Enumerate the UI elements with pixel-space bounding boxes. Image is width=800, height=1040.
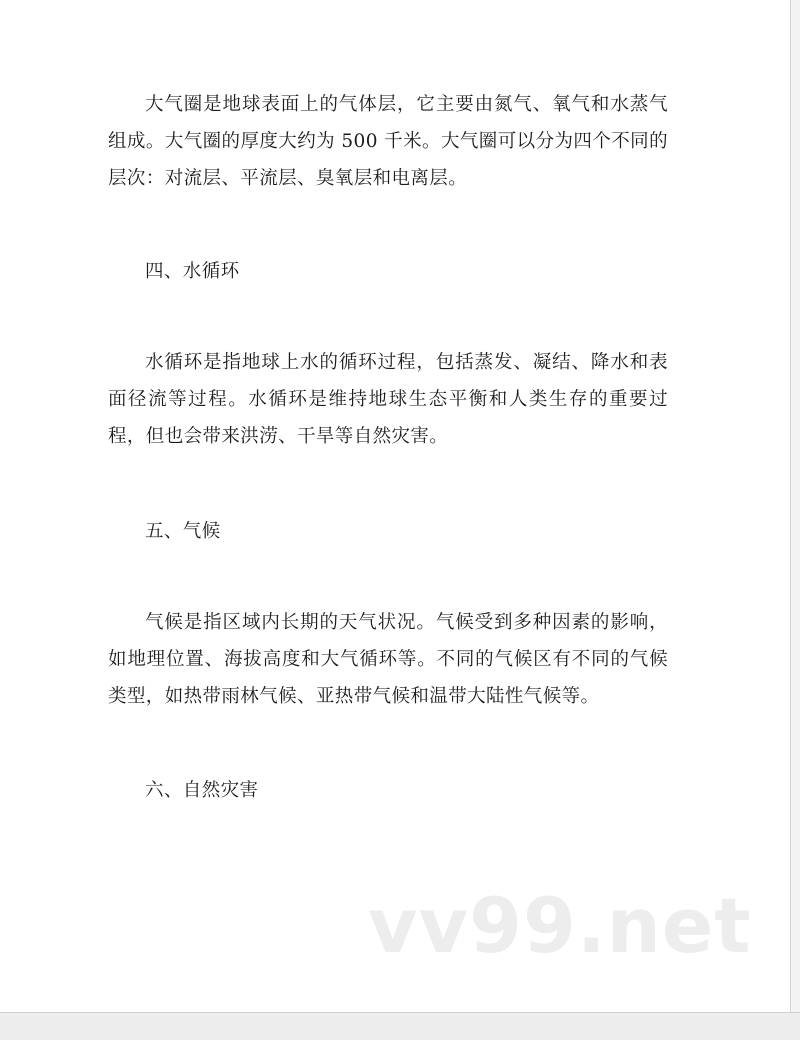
heading-section-6 bbox=[108, 772, 668, 809]
heading-section-5 bbox=[108, 513, 668, 550]
paragraph-atmosphere-text: 大气圈是地球表面上的气体层，它主要由氮气、氧气和水蒸气组成。大气圈的厚度大约为 500 千米。大气圈可以分为四个不同的层次：对流层、平流层、臭氧层和电离层。 bbox=[108, 94, 668, 189]
paragraph-climate bbox=[108, 604, 668, 715]
heading-section-4 bbox=[108, 253, 668, 290]
heading-climate: 五、气候 bbox=[145, 521, 221, 542]
heading-water-cycle: 四、水循环 bbox=[145, 261, 240, 282]
page-bottom-strip bbox=[0, 1012, 800, 1040]
watermark: vv99.net bbox=[368, 881, 752, 970]
heading-natural-disasters: 六、自然灾害 bbox=[145, 780, 259, 801]
page-right-edge bbox=[790, 0, 800, 1039]
paragraph-atmosphere bbox=[108, 86, 668, 197]
paragraph-water-cycle-text: 水循环是指地球上水的循环过程，包括蒸发、凝结、降水和表面径流等过程。水循环是维持地球生态平衡和人类生存的重要过程，但也会带来洪涝、干旱等自然灾害。 bbox=[108, 352, 668, 447]
paragraph-water-cycle bbox=[108, 344, 668, 455]
paragraph-climate-text: 气候是指区域内长期的天气状况。气候受到多种因素的影响，如地理位置、海拔高度和大气循环等。不同的气候区有不同的气候类型，如热带雨林气候、亚热带气候和温带大陆性气候等。 bbox=[108, 612, 668, 707]
